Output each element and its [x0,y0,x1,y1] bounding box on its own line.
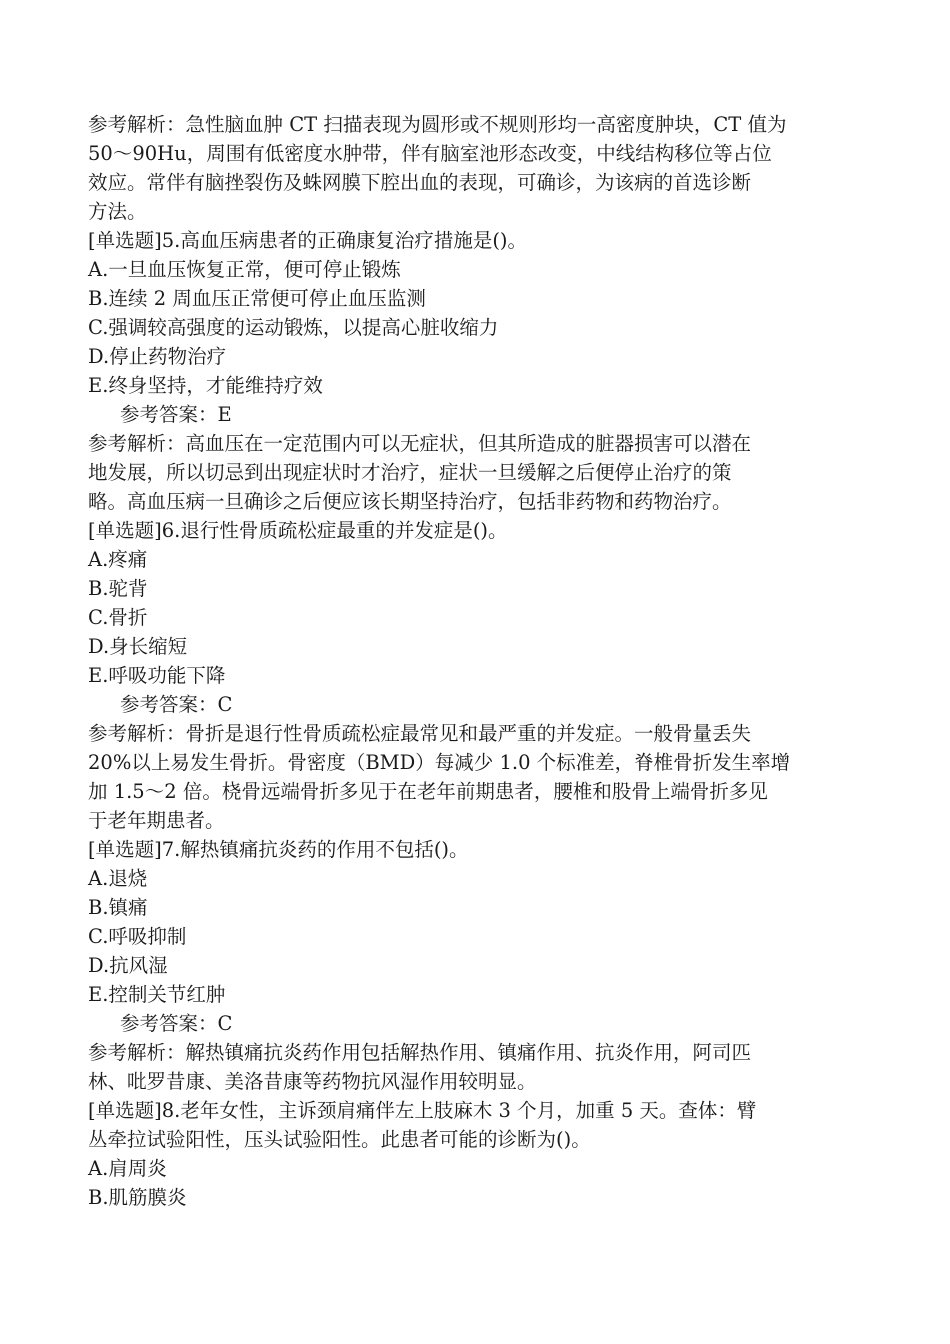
explanation-q4-line-2: 50～90Hu，周围有低密度水肿带，伴有脑室池形态改变，中线结构移位等占位 [88,142,772,165]
q7-option-d: D.抗风湿 [88,954,168,977]
q6-explanation-line-3: 加 1.5～2 倍。桡骨远端骨折多见于在老年前期患者，腰椎和股骨上端骨折多见 [88,780,768,803]
explanation-q4-line-3: 效应。常伴有脑挫裂伤及蛛网膜下腔出血的表现，可确诊，为该病的首选诊断 [88,171,752,194]
q5-explanation-line-1: 参考解析：高血压在一定范围内可以无症状，但其所造成的脏器损害可以潜在 [88,432,752,455]
q5-stem: [单选题]5.高血压病患者的正确康复治疗措施是()。 [88,229,528,252]
q6-option-c: C.骨折 [88,606,148,629]
q6-explanation-line-2: 20%以上易发生骨折。骨密度（BMD）每减少 1.0 个标准差，脊椎骨折发生率增 [88,751,791,774]
q8-option-a: A.肩周炎 [88,1157,167,1180]
q6-option-b: B.驼背 [88,577,148,600]
q7-stem: [单选题]7.解热镇痛抗炎药的作用不包括()。 [88,838,469,861]
q7-answer: 参考答案：C [120,1012,233,1035]
q6-stem: [单选题]6.退行性骨质疏松症最重的并发症是()。 [88,519,508,542]
q5-option-d: D.停止药物治疗 [88,345,227,368]
q5-option-a: A.一旦血压恢复正常，便可停止锻炼 [88,258,401,281]
q6-option-d: D.身长缩短 [88,635,188,658]
q6-explanation-line-4: 于老年期患者。 [88,809,225,832]
q6-answer: 参考答案：C [120,693,233,716]
q5-option-b: B.连续 2 周血压正常便可停止血压监测 [88,287,426,310]
q8-option-b: B.肌筋膜炎 [88,1186,187,1209]
q7-option-a: A.退烧 [88,867,148,890]
explanation-q4-line-4: 方法。 [88,200,147,223]
q5-option-c: C.强调较高强度的运动锻炼，以提高心脏收缩力 [88,316,499,339]
q5-option-e: E.终身坚持，才能维持疗效 [88,374,323,397]
q6-option-e: E.呼吸功能下降 [88,664,226,687]
q7-option-c: C.呼吸抑制 [88,925,187,948]
q6-explanation-line-1: 参考解析：骨折是退行性骨质疏松症最常见和最严重的并发症。一般骨量丢失 [88,722,752,745]
q5-answer: 参考答案：E [120,403,232,426]
q7-explanation-line-1: 参考解析：解热镇痛抗炎药作用包括解热作用、镇痛作用、抗炎作用，阿司匹 [88,1041,752,1064]
q5-explanation-line-2: 地发展，所以切忌到出现症状时才治疗，症状一旦缓解之后便停止治疗的策 [88,461,732,484]
q7-explanation-line-2: 林、吡罗昔康、美洛昔康等药物抗风湿作用较明显。 [88,1070,537,1093]
document-page [88,110,868,1212]
explanation-q4-line-1: 参考解析：急性脑血肿 CT 扫描表现为圆形或不规则形均一高密度肿块，CT 值为 [88,113,787,136]
q7-option-b: B.镇痛 [88,896,148,919]
q5-explanation-line-3: 略。高血压病一旦确诊之后便应该长期坚持治疗，包括非药物和药物治疗。 [88,490,732,513]
q7-option-e: E.控制关节红肿 [88,983,226,1006]
q8-stem-line-1: [单选题]8.老年女性，主诉颈肩痛伴左上肢麻木 3 个月，加重 5 天。查体：臂 [88,1099,757,1122]
q6-option-a: A.疼痛 [88,548,148,571]
q8-stem-line-2: 丛牵拉试验阳性，压头试验阳性。此患者可能的诊断为()。 [88,1128,591,1151]
